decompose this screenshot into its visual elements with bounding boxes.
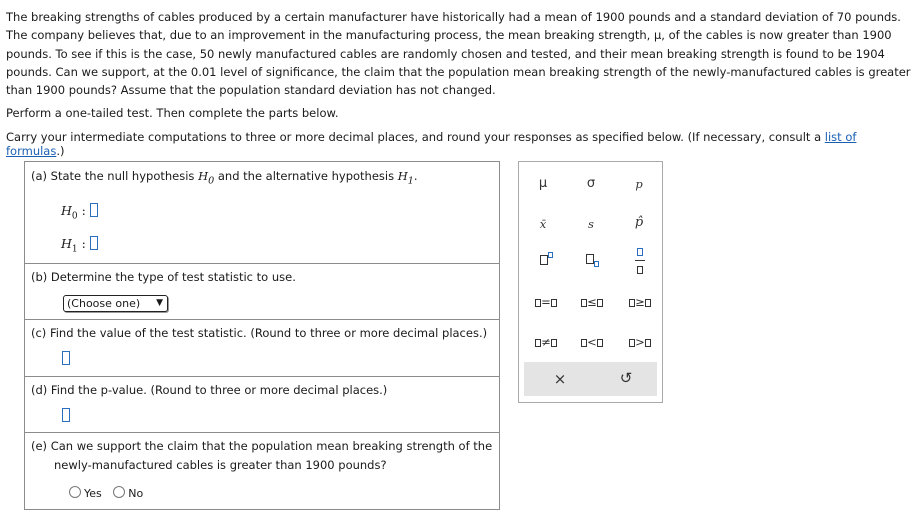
lt-symbol: < [587, 335, 597, 349]
h1-sub: 1 [71, 244, 78, 255]
greater-equal-button[interactable] [623, 295, 657, 309]
greater-than-button[interactable] [623, 335, 657, 349]
part-a-text-end: . [413, 169, 418, 183]
test-statistic-input[interactable] [62, 351, 70, 365]
subscript-sub-box [594, 261, 599, 267]
instruction-carry [6, 130, 917, 158]
le-symbol: ≤ [587, 295, 597, 309]
equals-button[interactable] [529, 295, 563, 309]
fraction-numerator-box [637, 248, 643, 256]
h0-inline-sub: 0 [208, 175, 215, 187]
undo-icon[interactable]: ↺ [619, 369, 633, 387]
x-bar-button[interactable]: x̄ [539, 217, 547, 231]
part-d [25, 376, 499, 433]
superscript-exp-box [548, 252, 553, 258]
part-c-label: (c) Find the value of the test statistic. (Round to three or more decimal places.) [31, 326, 488, 340]
radio-no-label: No [128, 487, 144, 500]
h0-colon: : [77, 203, 86, 218]
p-button[interactable]: p [635, 177, 643, 191]
ne-symbol: ≠ [541, 335, 551, 349]
radio-yes-circle[interactable] [69, 486, 81, 498]
part-a-text: (a) State the null hypothesis [31, 169, 199, 183]
p-value-input-wrap [62, 408, 70, 423]
ne-right-box [551, 339, 557, 347]
less-than-button[interactable] [575, 335, 609, 349]
palette-action-bar [524, 362, 657, 396]
mu-button[interactable]: μ [538, 176, 548, 191]
list-of-formulas-link[interactable]: list of formulas [6, 130, 857, 158]
carry-suffix: .) [56, 144, 65, 158]
radio-yes-label: Yes [84, 487, 102, 500]
subscript-button[interactable] [579, 252, 605, 267]
p-hat-button[interactable]: p̂ [634, 215, 644, 230]
chevron-down-icon: ▼ [156, 298, 163, 308]
le-right-box [597, 299, 603, 307]
h0-inline-letter: H [198, 169, 209, 183]
part-a [25, 162, 499, 263]
less-equal-button[interactable] [575, 295, 609, 309]
part-e-label-line2: newly-manufactured cables is greater than 1900 pounds? [54, 458, 387, 472]
fraction-denominator-box [637, 266, 643, 274]
ge-right-box [645, 299, 651, 307]
sigma-button[interactable]: σ [586, 176, 596, 191]
math-symbol-palette [518, 161, 663, 403]
fraction-bar [635, 260, 645, 261]
part-d-label: (d) Find the p-value. (Round to three or more decimal places.) [31, 383, 388, 397]
equals-symbol: = [541, 295, 551, 309]
h0-letter: H [61, 203, 72, 218]
h1-inline-sub: 1 [407, 175, 414, 187]
part-b-label: (b) Determine the type of test statistic to use. [31, 270, 296, 284]
h1-colon: : [77, 236, 86, 251]
superscript-base-box [540, 255, 548, 265]
h1-inline-letter: H [397, 169, 408, 183]
problem-statement [6, 8, 912, 99]
part-a-label [31, 169, 418, 186]
not-equal-button[interactable] [529, 335, 563, 349]
ge-symbol: ≥ [635, 295, 645, 309]
problem-paragraph: The breaking strengths of cables produced by a certain manufacturer have historically had a mean of 1900 pounds and a standard deviation of 70 pounds. The company believes that, due to an improvement in the manufacturing process, the mean breaking strength, μ, of the cables is now greater than 1900 pounds. To see if this is the case, 50 newly manufactured cables are randomly chosen and tested, and their mean breaking strength is found to be 1904 pounds. Can we support, at the 0.01 level of significance, the claim that the population mean breaking strength of the newly-manufactured cables is greater than 1900 pounds? Assume that the population standard deviation has not changed. [6, 10, 911, 98]
gt-right-box [645, 339, 651, 347]
fraction-button[interactable] [627, 247, 653, 274]
radio-no[interactable] [113, 487, 143, 500]
p-value-input[interactable] [62, 408, 70, 422]
test-statistic-select[interactable] [63, 295, 168, 312]
null-hypothesis-input[interactable] [90, 203, 98, 217]
h0-inline [198, 169, 215, 187]
gt-symbol: > [635, 335, 645, 349]
part-a-text-mid: and the alternative hypothesis [214, 169, 398, 183]
question-panel [24, 161, 500, 510]
alt-hypothesis-row [61, 236, 98, 255]
subscript-base-box [586, 254, 594, 264]
h1-inline [397, 169, 414, 187]
equals-right-box [551, 299, 557, 307]
alt-hypothesis-input[interactable] [90, 236, 98, 250]
lt-right-box [597, 339, 603, 347]
h0-sub: 0 [71, 211, 78, 222]
support-claim-radio-group [69, 486, 143, 500]
instruction-perform: Perform a one-tailed test. Then complete the parts below. [6, 106, 339, 120]
part-e-label-line1: (e) Can we support the claim that the population mean breaking strength of the [31, 439, 493, 453]
s-button[interactable]: s [588, 217, 594, 231]
part-c [25, 319, 499, 377]
superscript-button[interactable] [533, 252, 559, 267]
select-value: (Choose one) [67, 297, 141, 310]
null-hypothesis-row [61, 203, 98, 222]
test-statistic-input-wrap [62, 351, 70, 366]
clear-icon[interactable]: × [553, 370, 567, 388]
carry-text: Carry your intermediate computations to three or more decimal places, and round your responses as specified below. (If necessary, consult a [6, 130, 825, 144]
h1-letter: H [61, 236, 72, 251]
radio-no-circle[interactable] [113, 486, 125, 498]
radio-yes[interactable] [69, 487, 102, 500]
